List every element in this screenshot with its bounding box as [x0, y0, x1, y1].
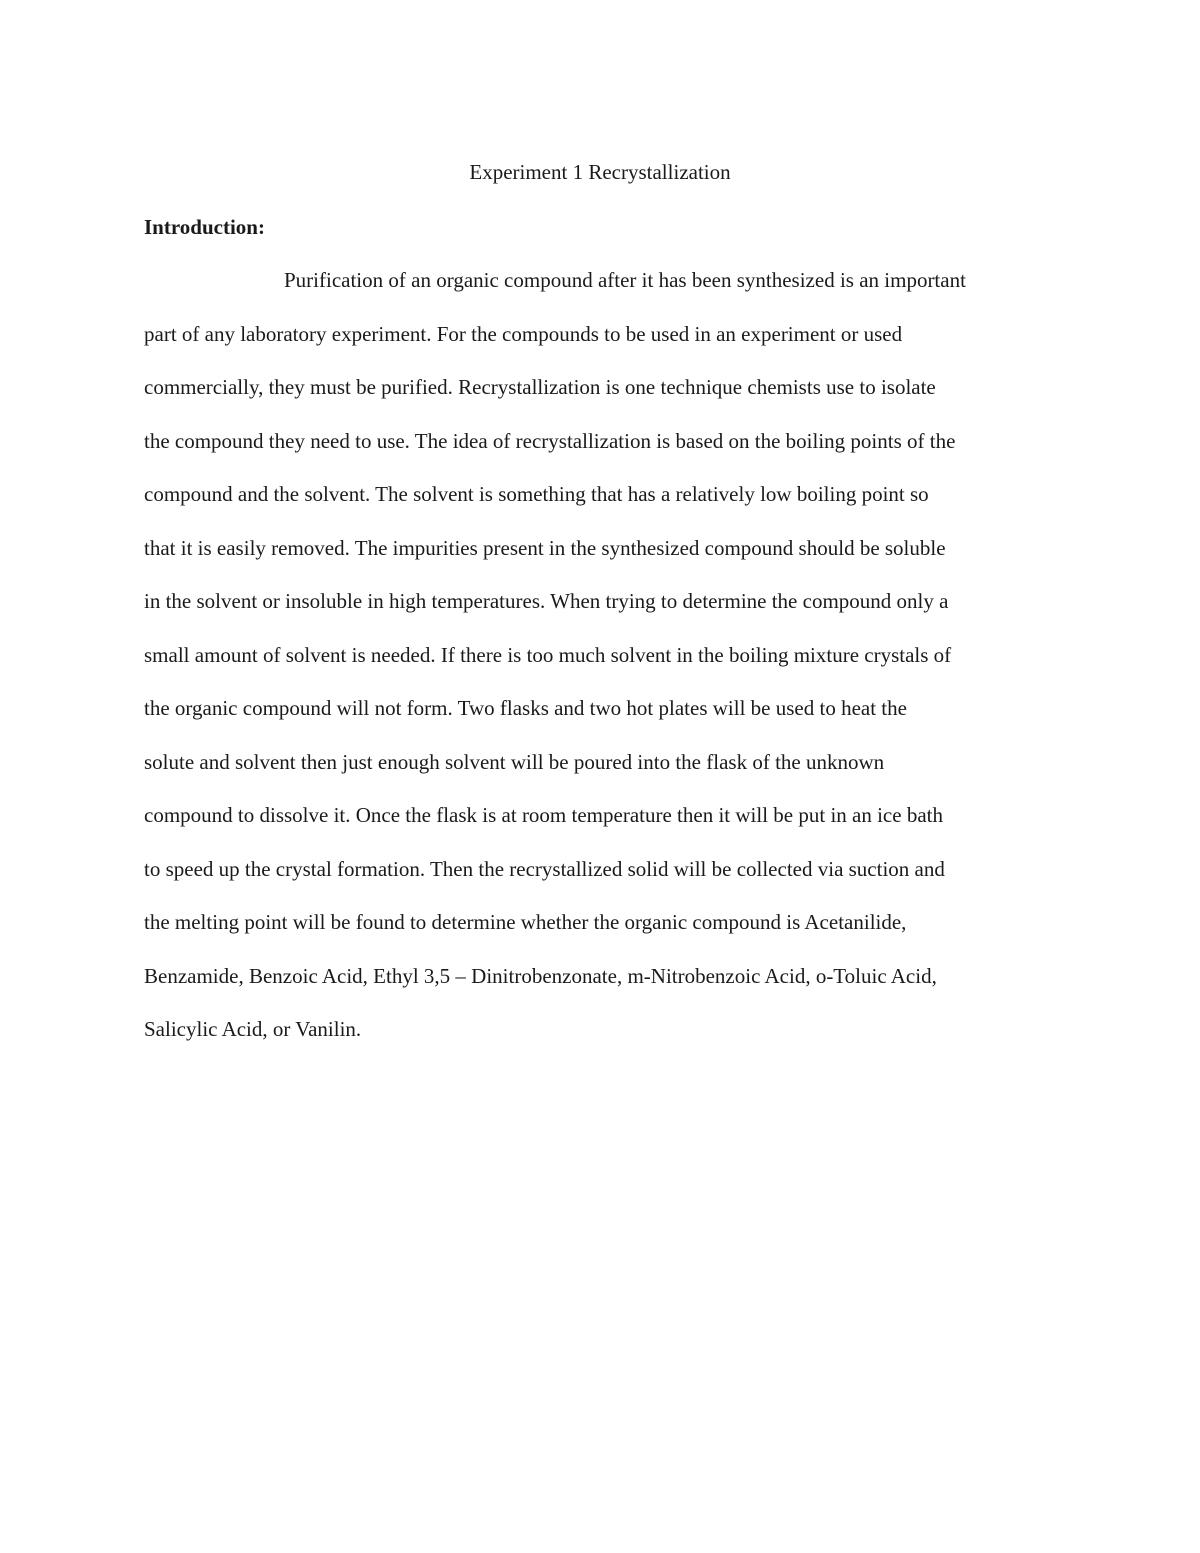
paragraph-line: Purification of an organic compound after it has been synthesized is an important: [284, 268, 966, 292]
paragraph-line: the compound they need to use. The idea of recrystallization is based on the boiling points of the: [144, 428, 956, 453]
paragraph-line: the melting point will be found to determine whether the organic compound is Acetanilide,: [144, 910, 907, 934]
paragraph-line: that it is easily removed. The impurities present in the synthesized compound should be soluble: [144, 535, 946, 560]
paragraph-line: to speed up the crystal formation. Then the recrystallized solid will be collected via suction and: [144, 856, 945, 881]
paragraph-line: the organic compound will not form. Two flasks and two hot plates will be used to heat the: [144, 696, 907, 720]
paragraph-line: commercially, they must be purified. Recrystallization is one technique chemists use to isolate: [144, 375, 936, 399]
paragraph-line: small amount of solvent is needed. If there is too much solvent in the boiling mixture crystals of: [144, 642, 952, 667]
paragraph-line: Salicylic Acid, or Vanilin.: [144, 1017, 362, 1041]
paragraph-line: in the solvent or insoluble in high temperatures. When trying to determine the compound only a: [144, 589, 949, 613]
paragraph-line: Benzamide, Benzoic Acid, Ethyl 3,5 – Dinitrobenzonate, m-Nitrobenzoic Acid, o-Toluic Acid,: [144, 963, 937, 988]
section-heading: Introduction:: [144, 215, 265, 239]
paragraph-line: part of any laboratory experiment. For the compounds to be used in an experiment or used: [144, 321, 903, 346]
paragraph-line: compound to dissolve it. Once the flask is at room temperature then it will be put in an ice bath: [144, 803, 943, 827]
introduction-paragraph: [144, 264, 1064, 1067]
document-title: Experiment 1 Recrystallization: [469, 160, 731, 184]
paragraph-line: compound and the solvent. The solvent is something that has a relatively low boiling point so: [144, 482, 929, 506]
paragraph-line: solute and solvent then just enough solvent will be poured into the flask of the unknown: [144, 749, 885, 774]
